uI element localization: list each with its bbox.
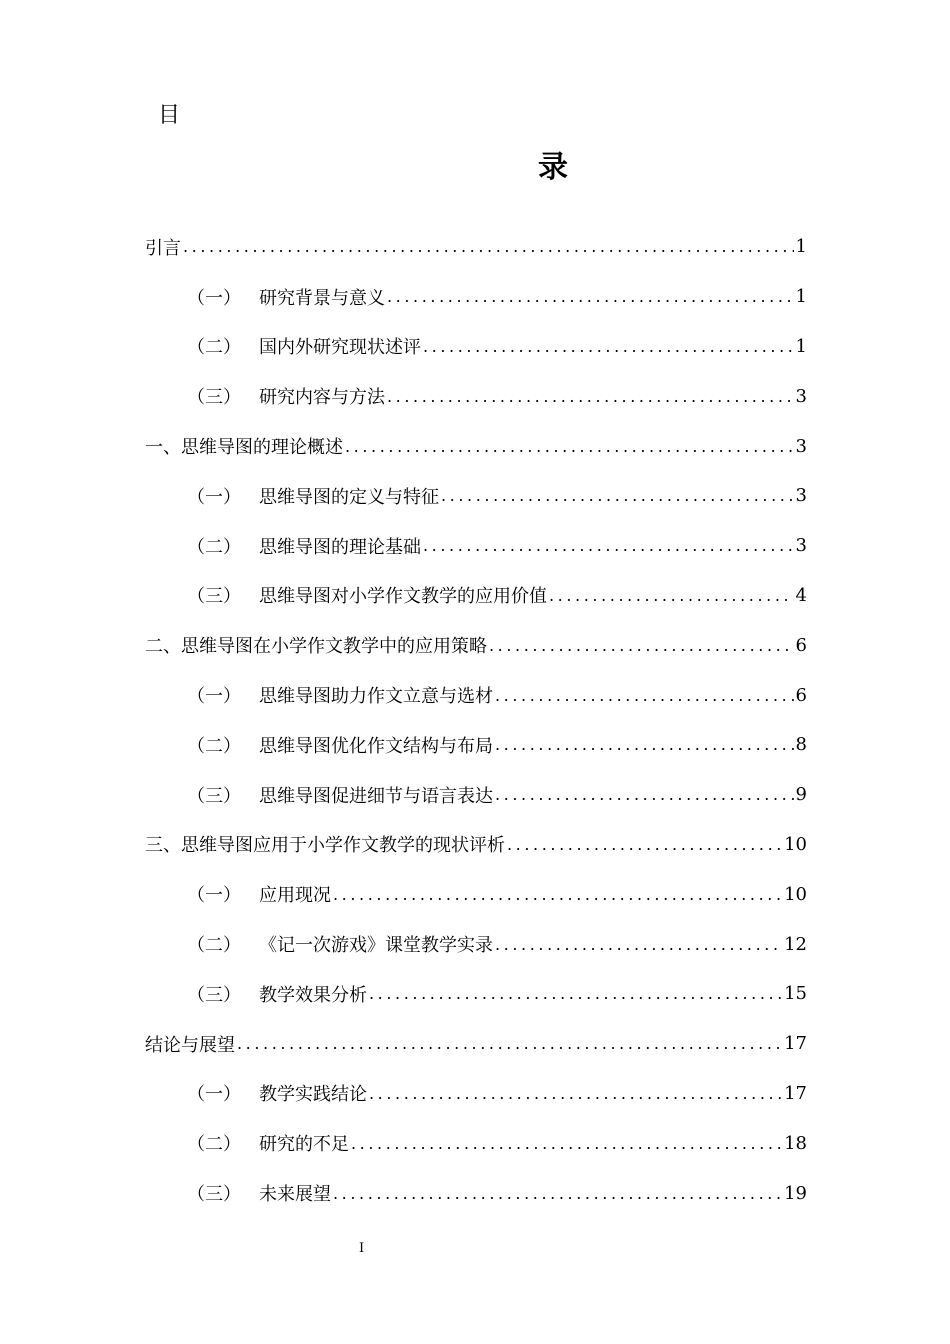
toc-dot-leader xyxy=(489,636,794,655)
toc-dot-leader xyxy=(423,337,794,356)
toc-entry-number: （三） xyxy=(187,785,241,807)
toc-entry-label: 思维导图的理论基础 xyxy=(259,536,421,558)
toc-entry-page-number: 17 xyxy=(784,1033,807,1055)
toc-entry-label: 思维导图助力作文立意与选材 xyxy=(259,686,493,708)
toc-entry-label: 思维导图优化作文结构与布局 xyxy=(259,735,493,757)
toc-dot-leader xyxy=(183,237,794,256)
toc-entry[interactable] xyxy=(145,919,807,969)
toc-dot-leader xyxy=(495,785,794,804)
toc-entry-number: （三） xyxy=(187,1184,241,1206)
toc-entry-page-number: 8 xyxy=(795,734,807,756)
toc-dot-leader xyxy=(495,935,782,954)
toc-entry-page-number: 18 xyxy=(784,1132,807,1154)
toc-entry-page-number: 3 xyxy=(795,485,807,507)
toc-dot-leader xyxy=(351,1134,782,1153)
toc-entry-label: 引言 xyxy=(145,237,181,259)
toc-entry-page-number: 4 xyxy=(795,584,807,606)
toc-entry[interactable] xyxy=(145,421,807,471)
toc-entry-number: （二） xyxy=(187,536,241,558)
toc-entry[interactable] xyxy=(145,670,807,720)
toc-dot-leader xyxy=(237,1034,782,1053)
toc-entry-page-number: 3 xyxy=(795,435,807,457)
toc-entry-label: 研究的不足 xyxy=(259,1134,349,1156)
toc-entry-number: （一） xyxy=(187,1084,241,1106)
toc-entry-label: 思维导图对小学作文教学的应用价值 xyxy=(259,586,547,608)
toc-entry-label: 研究背景与意义 xyxy=(259,287,385,309)
toc-entry[interactable] xyxy=(145,1168,807,1218)
toc-entry-page-number: 19 xyxy=(784,1182,807,1204)
toc-dot-leader xyxy=(333,885,782,904)
toc-entry[interactable] xyxy=(145,620,807,670)
toc-entry-number: （二） xyxy=(187,1134,241,1156)
toc-entry-number: （三） xyxy=(187,387,241,409)
toc-entry[interactable] xyxy=(145,820,807,870)
toc-entry-number: （三） xyxy=(187,586,241,608)
toc-entry-label: 三、思维导图应用于小学作文教学的现状评析 xyxy=(145,835,505,857)
toc-entry[interactable] xyxy=(145,969,807,1019)
toc-entry-label: 应用现况 xyxy=(259,885,331,907)
toc-entry[interactable] xyxy=(145,1019,807,1069)
toc-entry-number: （二） xyxy=(187,337,241,359)
toc-dot-leader xyxy=(507,835,782,854)
toc-entry[interactable] xyxy=(145,571,807,621)
toc-dot-leader xyxy=(369,984,782,1003)
toc-dot-leader xyxy=(495,735,794,754)
toc-entry-number: （一） xyxy=(187,486,241,508)
toc-entry-page-number: 9 xyxy=(795,784,807,806)
toc-dot-leader xyxy=(441,486,794,505)
toc-entry-page-number: 3 xyxy=(795,385,807,407)
toc-dot-leader xyxy=(423,536,794,555)
toc-entry-label: 一、思维导图的理论概述 xyxy=(145,437,343,459)
table-of-contents xyxy=(145,222,807,1218)
toc-entry-page-number: 15 xyxy=(784,983,807,1005)
toc-entry-page-number: 10 xyxy=(784,883,807,905)
toc-entry-page-number: 1 xyxy=(795,335,807,357)
toc-dot-leader xyxy=(549,586,794,605)
toc-title-second-char: 录 xyxy=(538,150,568,185)
toc-dot-leader xyxy=(333,1184,782,1203)
toc-entry-label: 未来展望 xyxy=(259,1184,331,1206)
toc-entry-label: 思维导图的定义与特征 xyxy=(259,486,439,508)
toc-entry-page-number: 6 xyxy=(795,684,807,706)
toc-entry-page-number: 17 xyxy=(784,1082,807,1104)
toc-entry-label: 教学实践结论 xyxy=(259,1084,367,1106)
toc-entry[interactable] xyxy=(145,770,807,820)
toc-entry-page-number: 12 xyxy=(784,933,807,955)
toc-entry-label: 二、思维导图在小学作文教学中的应用策略 xyxy=(145,636,487,658)
toc-entry-number: （一） xyxy=(187,885,241,907)
toc-entry-number: （一） xyxy=(187,686,241,708)
toc-entry-page-number: 10 xyxy=(784,833,807,855)
toc-entry[interactable] xyxy=(145,371,807,421)
toc-entry-page-number: 1 xyxy=(795,236,807,258)
toc-entry-number: （一） xyxy=(187,287,241,309)
toc-entry-label: 思维导图促进细节与语言表达 xyxy=(259,785,493,807)
toc-entry-page-number: 1 xyxy=(795,286,807,308)
toc-entry-label: 国内外研究现状述评 xyxy=(259,337,421,359)
toc-entry[interactable] xyxy=(145,322,807,372)
toc-entry[interactable] xyxy=(145,720,807,770)
toc-entry[interactable] xyxy=(145,222,807,272)
toc-dot-leader xyxy=(387,287,794,306)
toc-dot-leader xyxy=(495,686,794,705)
toc-entry-number: （二） xyxy=(187,935,241,957)
toc-entry-label: 研究内容与方法 xyxy=(259,387,385,409)
toc-entry-number: （二） xyxy=(187,735,241,757)
toc-entry[interactable] xyxy=(145,869,807,919)
toc-entry-number: （三） xyxy=(187,984,241,1006)
toc-entry[interactable] xyxy=(145,471,807,521)
toc-dot-leader xyxy=(369,1084,782,1103)
toc-dot-leader xyxy=(345,437,794,456)
toc-entry-label: 《记一次游戏》课堂教学实录 xyxy=(259,935,493,957)
toc-title-first-char: 目 xyxy=(158,103,181,128)
toc-entry[interactable] xyxy=(145,1118,807,1168)
toc-entry-label: 结论与展望 xyxy=(145,1034,235,1056)
toc-entry-page-number: 3 xyxy=(795,535,807,557)
toc-entry[interactable] xyxy=(145,521,807,571)
toc-dot-leader xyxy=(387,387,794,406)
toc-entry-page-number: 6 xyxy=(795,634,807,656)
page-footer-number: I xyxy=(359,1241,365,1256)
toc-entry-label: 教学效果分析 xyxy=(259,984,367,1006)
toc-entry[interactable] xyxy=(145,1069,807,1119)
toc-entry[interactable] xyxy=(145,272,807,322)
